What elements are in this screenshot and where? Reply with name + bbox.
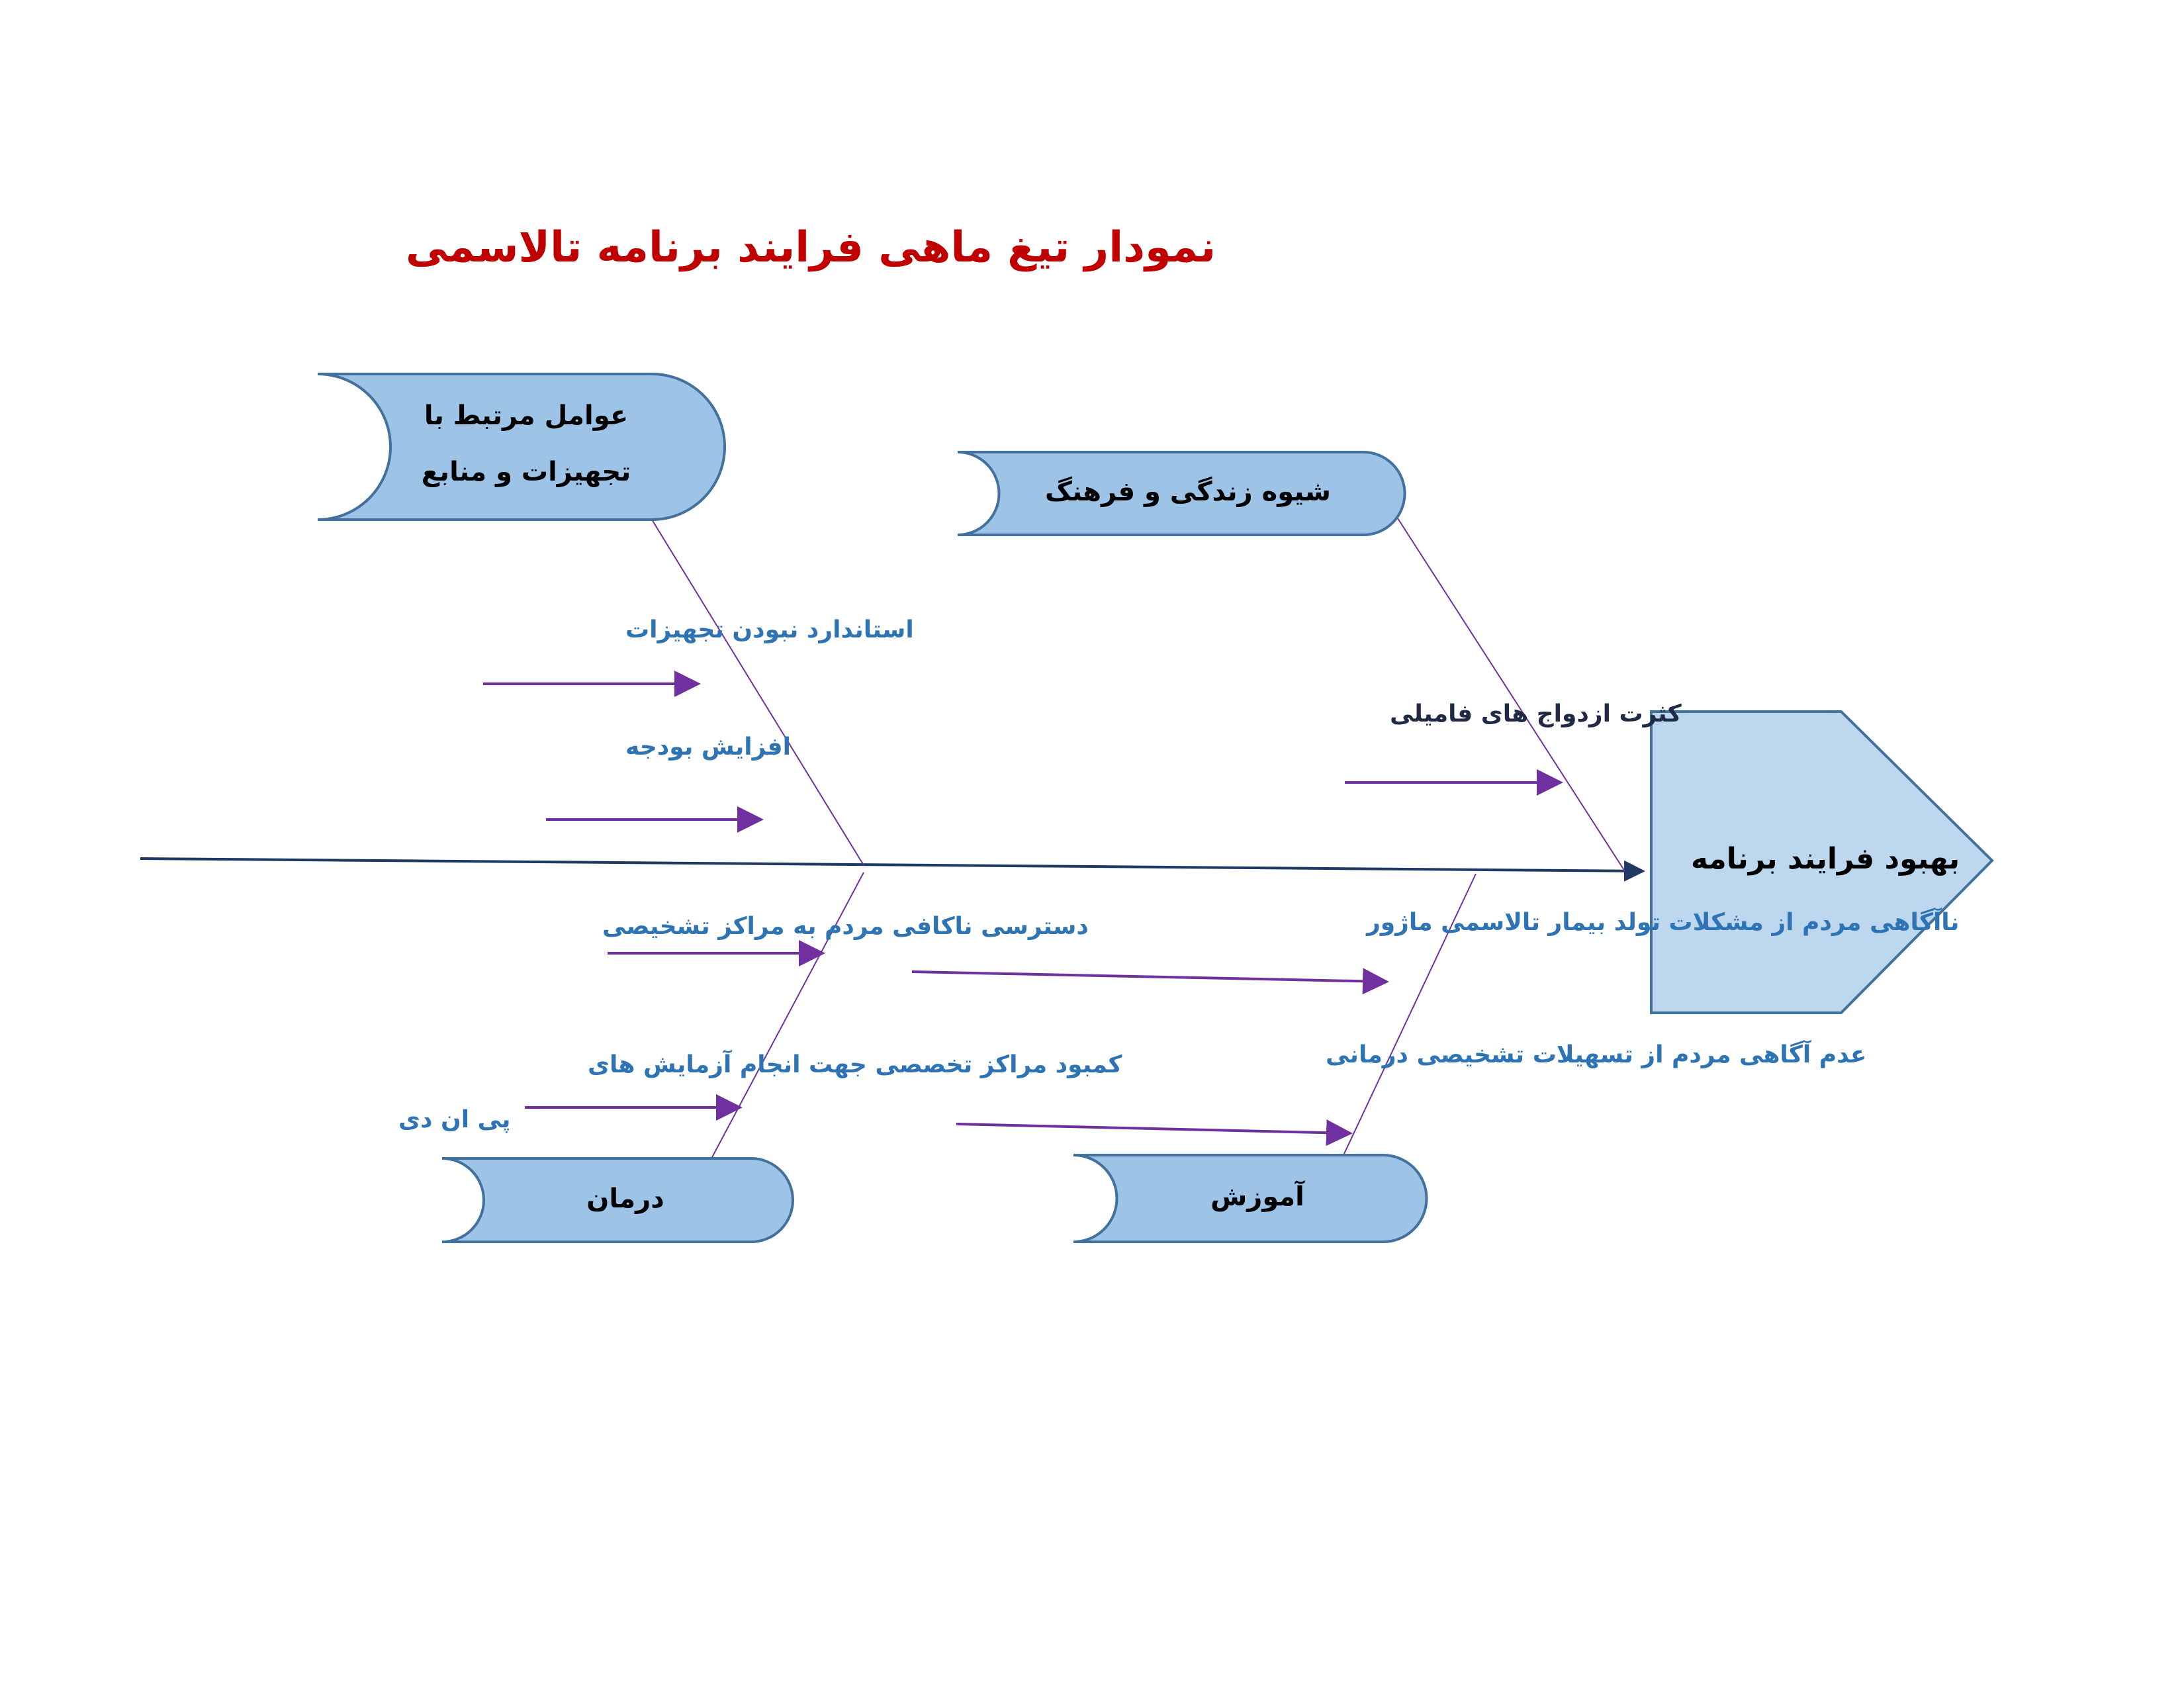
cause-education-1: ناآگاهی مردم از مشکلات تولد بیمار تالاسمی ماژور [1367,909,1960,936]
diagram-title: نمودار تیغ ماهی فرایند برنامه تالاسمی [405,223,1216,272]
cause-treatment-1: دسترسی ناکافی مردم به مراکز تشخیصی [602,913,1089,940]
category-education-label: آموزش [1210,1182,1304,1212]
fishbone-spine [140,859,1643,871]
effect-label: بهبود فرایند برنامه [1690,842,1960,876]
category-lifestyle-label: شیوه زندگی و فرهنگ [1045,477,1331,507]
category-equipment [318,374,725,520]
cause-arrow-education-2 [956,1124,1350,1133]
bone-lifestyle [1396,516,1625,871]
category-lifestyle [958,452,1405,535]
category-equipment-shape [318,374,725,520]
category-treatment-label: درمان [586,1184,664,1214]
category-education [1073,1155,1427,1242]
cause-treatment-2: کمبود مراکز تخصصی جهت انجام آزمایش های [588,1051,1122,1078]
cause-education-2: عدم آگاهی مردم از تسهیلات تشخیصی درمانی [1326,1041,1867,1068]
cause-treatment-3: پی ان دی [398,1106,511,1133]
cause-lifestyle-1: کثرت ازدواج های فامیلی [1390,700,1682,727]
category-equipment-line1: عوامل مرتبط با [424,400,629,431]
bone-equipment [652,520,864,865]
category-equipment-line2: تجهیزات و منابع [421,457,631,487]
cause-arrow-education-1 [912,972,1387,982]
category-treatment [442,1158,793,1242]
cause-equipment-2: افزایش بودجه [625,733,791,761]
cause-equipment-1: استاندارد نبودن تجهیزات [625,616,914,643]
